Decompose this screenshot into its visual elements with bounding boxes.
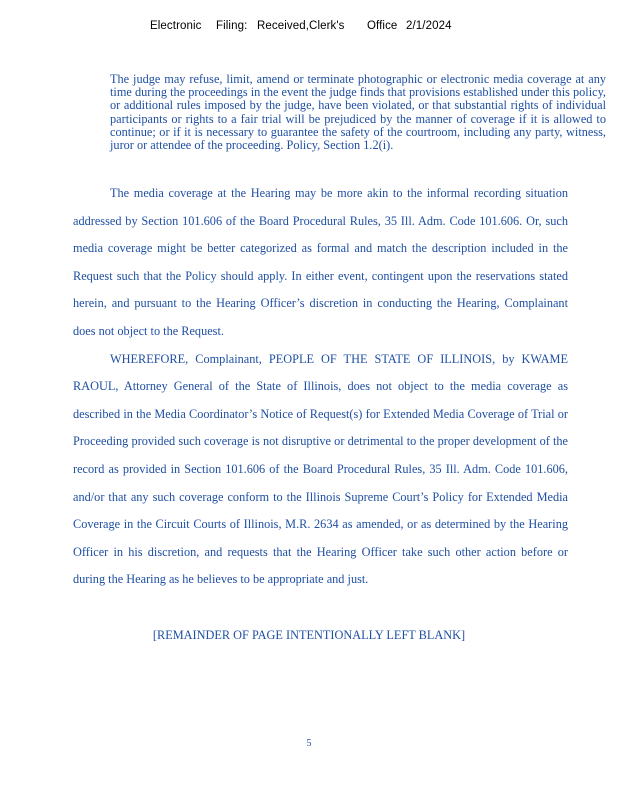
paragraph-media-coverage: The media coverage at the Hearing may be more akin to the informal recording situation addressed by Section 101.606 of the Board Procedural Rules, 35 Ill. Adm. Code 101.606. Or, such media coverage might be better categorized as formal and match the description included in the Request such that the Policy should apply. In either event, contingent upon the reservations stated herein, and pursuant to the Hearing Officer’s discretion in conducting the Hearing, Complainant does not object to the Request. (73, 186, 568, 338)
header-electronic: Electronic (150, 20, 202, 32)
document-body (73, 180, 568, 594)
header-date: 2/1/2024 (406, 20, 452, 32)
filing-stamp-header (150, 20, 452, 32)
page-number: 5 (306, 738, 312, 749)
block-quote-policy: The judge may refuse, limit, amend or terminate photographic or electronic media coverage at any time during the proceedings in the event the judge finds that provisions established under this policy, or additional rules imposed by the judge, have been violated, or that substantial rights of individual participants or rights to a fair trial will be prejudiced by the manner of coverage if it is allowed to continue; or if it is necessary to guarantee the safety of the courtroom, including any party, witness, juror or attendee of the proceeding. Policy, Section 1.2(i). (110, 72, 606, 153)
header-received: Received,Clerk's (257, 20, 345, 32)
header-office: Office (367, 20, 398, 32)
header-filing: Filing: (216, 20, 248, 32)
paragraph-wherefore: WHEREFORE, Complainant, PEOPLE OF THE STATE OF ILLINOIS, by KWAME RAOUL, Attorney General of the State of Illinois, does not object to the media coverage as described in the Media Coordinator’s Notice of Request(s) for Extended Media Coverage of Trial or Proceeding provided such coverage is not disruptive or detrimental to the proper development of the record as provided in Section 101.606 of the Board Procedural Rules, 35 Ill. Adm. Code 101.606, and/or that any such coverage conform to the Illinois Supreme Court’s Policy for Extended Media Coverage in the Circuit Courts of Illinois, M.R. 2634 as amended, or as determined by the Hearing Officer in his discretion, and requests that the Hearing Officer take such other action before or during the Hearing as he believes to be appropriate and just. (73, 351, 568, 587)
remainder-notice: [REMAINDER OF PAGE INTENTIONALLY LEFT BLANK] (152, 628, 466, 642)
